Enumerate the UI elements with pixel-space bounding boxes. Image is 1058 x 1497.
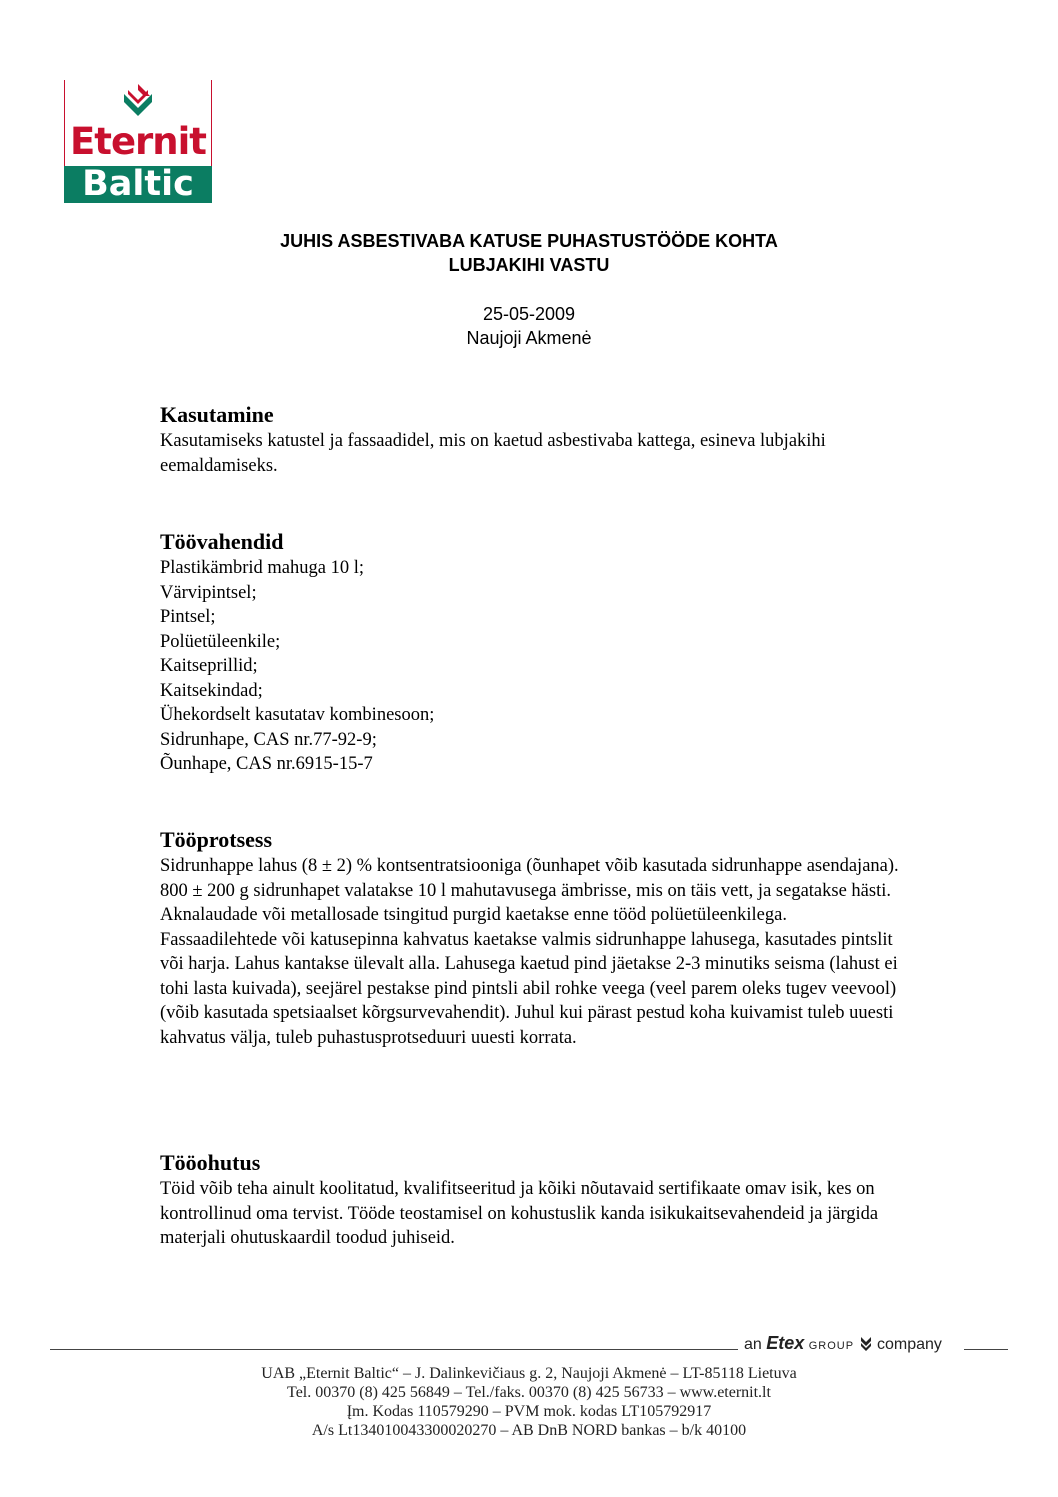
section-heading: Töövahendid (160, 529, 284, 554)
footer-brand (744, 1332, 942, 1354)
list-item: Polüetüleenkile; (160, 631, 281, 652)
brand-name: Etex (766, 1333, 805, 1353)
logo-top-text: Eternit (69, 120, 206, 163)
footer-divider-left (50, 1349, 738, 1350)
list-item: Sidrunhape, CAS nr.77-92-9; (160, 729, 377, 750)
list-item: Kaitseprillid; (160, 656, 258, 676)
company-logo (64, 80, 212, 203)
document-title-line2: LUBJAKIHI VASTU (448, 255, 610, 275)
list-item: Õunhape, CAS nr.6915-15-7 (160, 754, 373, 774)
list-item: Plastikämbrid mahuga 10 l; (160, 558, 364, 578)
section-text: Kasutamiseks katustel ja fassaadidel, mis on kaetud asbestivaba kattega, esineva lubjakihi eemaldamiseks. (160, 431, 826, 476)
section-text: Sidrunhappe lahus (8 ± 2) % kontsentratsiooniga (õunhapet võib kasutada sidrunhappe asendajana). 800 ± 200 g sidrunhapet valatakse 10 l mahutavusega ämbrisse, mis on täis vett, ja segatakse hästi. Aknalaudade või metallosade tsingitud purgid kaetakse enne tööd polüetüleenkilega. Fassaadilehtede või katusepinna kahvatus kaetakse valmis sidrunhappe lahusega, kasutades pintslit või harja. Lahus kantakse ülevalt alla. Lahusega kaetud pind jäetakse 2-3 minutiks seisma (lahust ei tohi lasta kuivada), seejärel pestakse pind pintsli abil rohke veega (veel parem oleks tugev veevool) (võib kasutada spetsiaalset kõrgsurvevahendit). Juhul kui pärast pestud koha kuivamist tuleb uuesti kahvatus välja, tuleb puhastusprotseduuri uuesti korrata. (160, 856, 899, 1048)
brand-group: GROUP (808, 1340, 855, 1352)
document-place: Naujoji Akmenė (466, 328, 592, 348)
list-item: Pintsel; (160, 607, 216, 627)
section-heading: Tööohutus (160, 1150, 261, 1175)
footer-bank: A/s Lt134010043300020270 – AB DnB NORD bankas – b/k 40100 (311, 1422, 747, 1439)
document-title-line1: JUHIS ASBESTIVABA KATUSE PUHASTUSTÖÖDE KOHTA (280, 231, 778, 251)
etex-mark-icon (859, 1335, 873, 1351)
footer-address: UAB „Eternit Baltic“ – J. Dalinkevičiaus g. 2, Naujoji Akmenė – LT-85118 Lietuva (261, 1365, 797, 1382)
footer-phones: Tel. 00370 (8) 425 56849 – Tel./faks. 00370 (8) 425 56733 – www.eternit.lt (287, 1384, 771, 1401)
section-kasutamine (160, 401, 900, 478)
footer-company-codes: Įm. Kodas 110579290 – PVM mok. kodas LT105792917 (346, 1403, 712, 1420)
brand-prefix: an (744, 1336, 762, 1353)
list-item: Värvipintsel; (160, 582, 257, 603)
list-item: Ühekordselt kasutatav kombinesoon; (160, 705, 435, 725)
section-heading: Tööprotsess (160, 827, 273, 852)
section-text: Töid võib teha ainult koolitatud, kvalifitseeritud ja kõiki nõutavaid sertifikaate omav isik, kes on kontrollinud oma tervist. Tööde teostamisel on kohustuslik kanda isikukaitsevahendeid ja järgida materjali ohutuskaardil toodud juhiseid. (160, 1179, 879, 1248)
section-heading: Kasutamine (160, 402, 274, 427)
footer-divider-right (964, 1349, 1008, 1350)
logo-bottom-text: Baltic (64, 166, 212, 203)
document-date: 25-05-2009 (482, 304, 576, 324)
section-toovahendid (160, 528, 900, 777)
tools-list (160, 556, 900, 777)
brand-suffix: company (876, 1336, 942, 1353)
section-toooohutus (160, 1149, 900, 1251)
list-item: Kaitsekindad; (160, 680, 263, 701)
section-tooprotsess (160, 826, 900, 1050)
